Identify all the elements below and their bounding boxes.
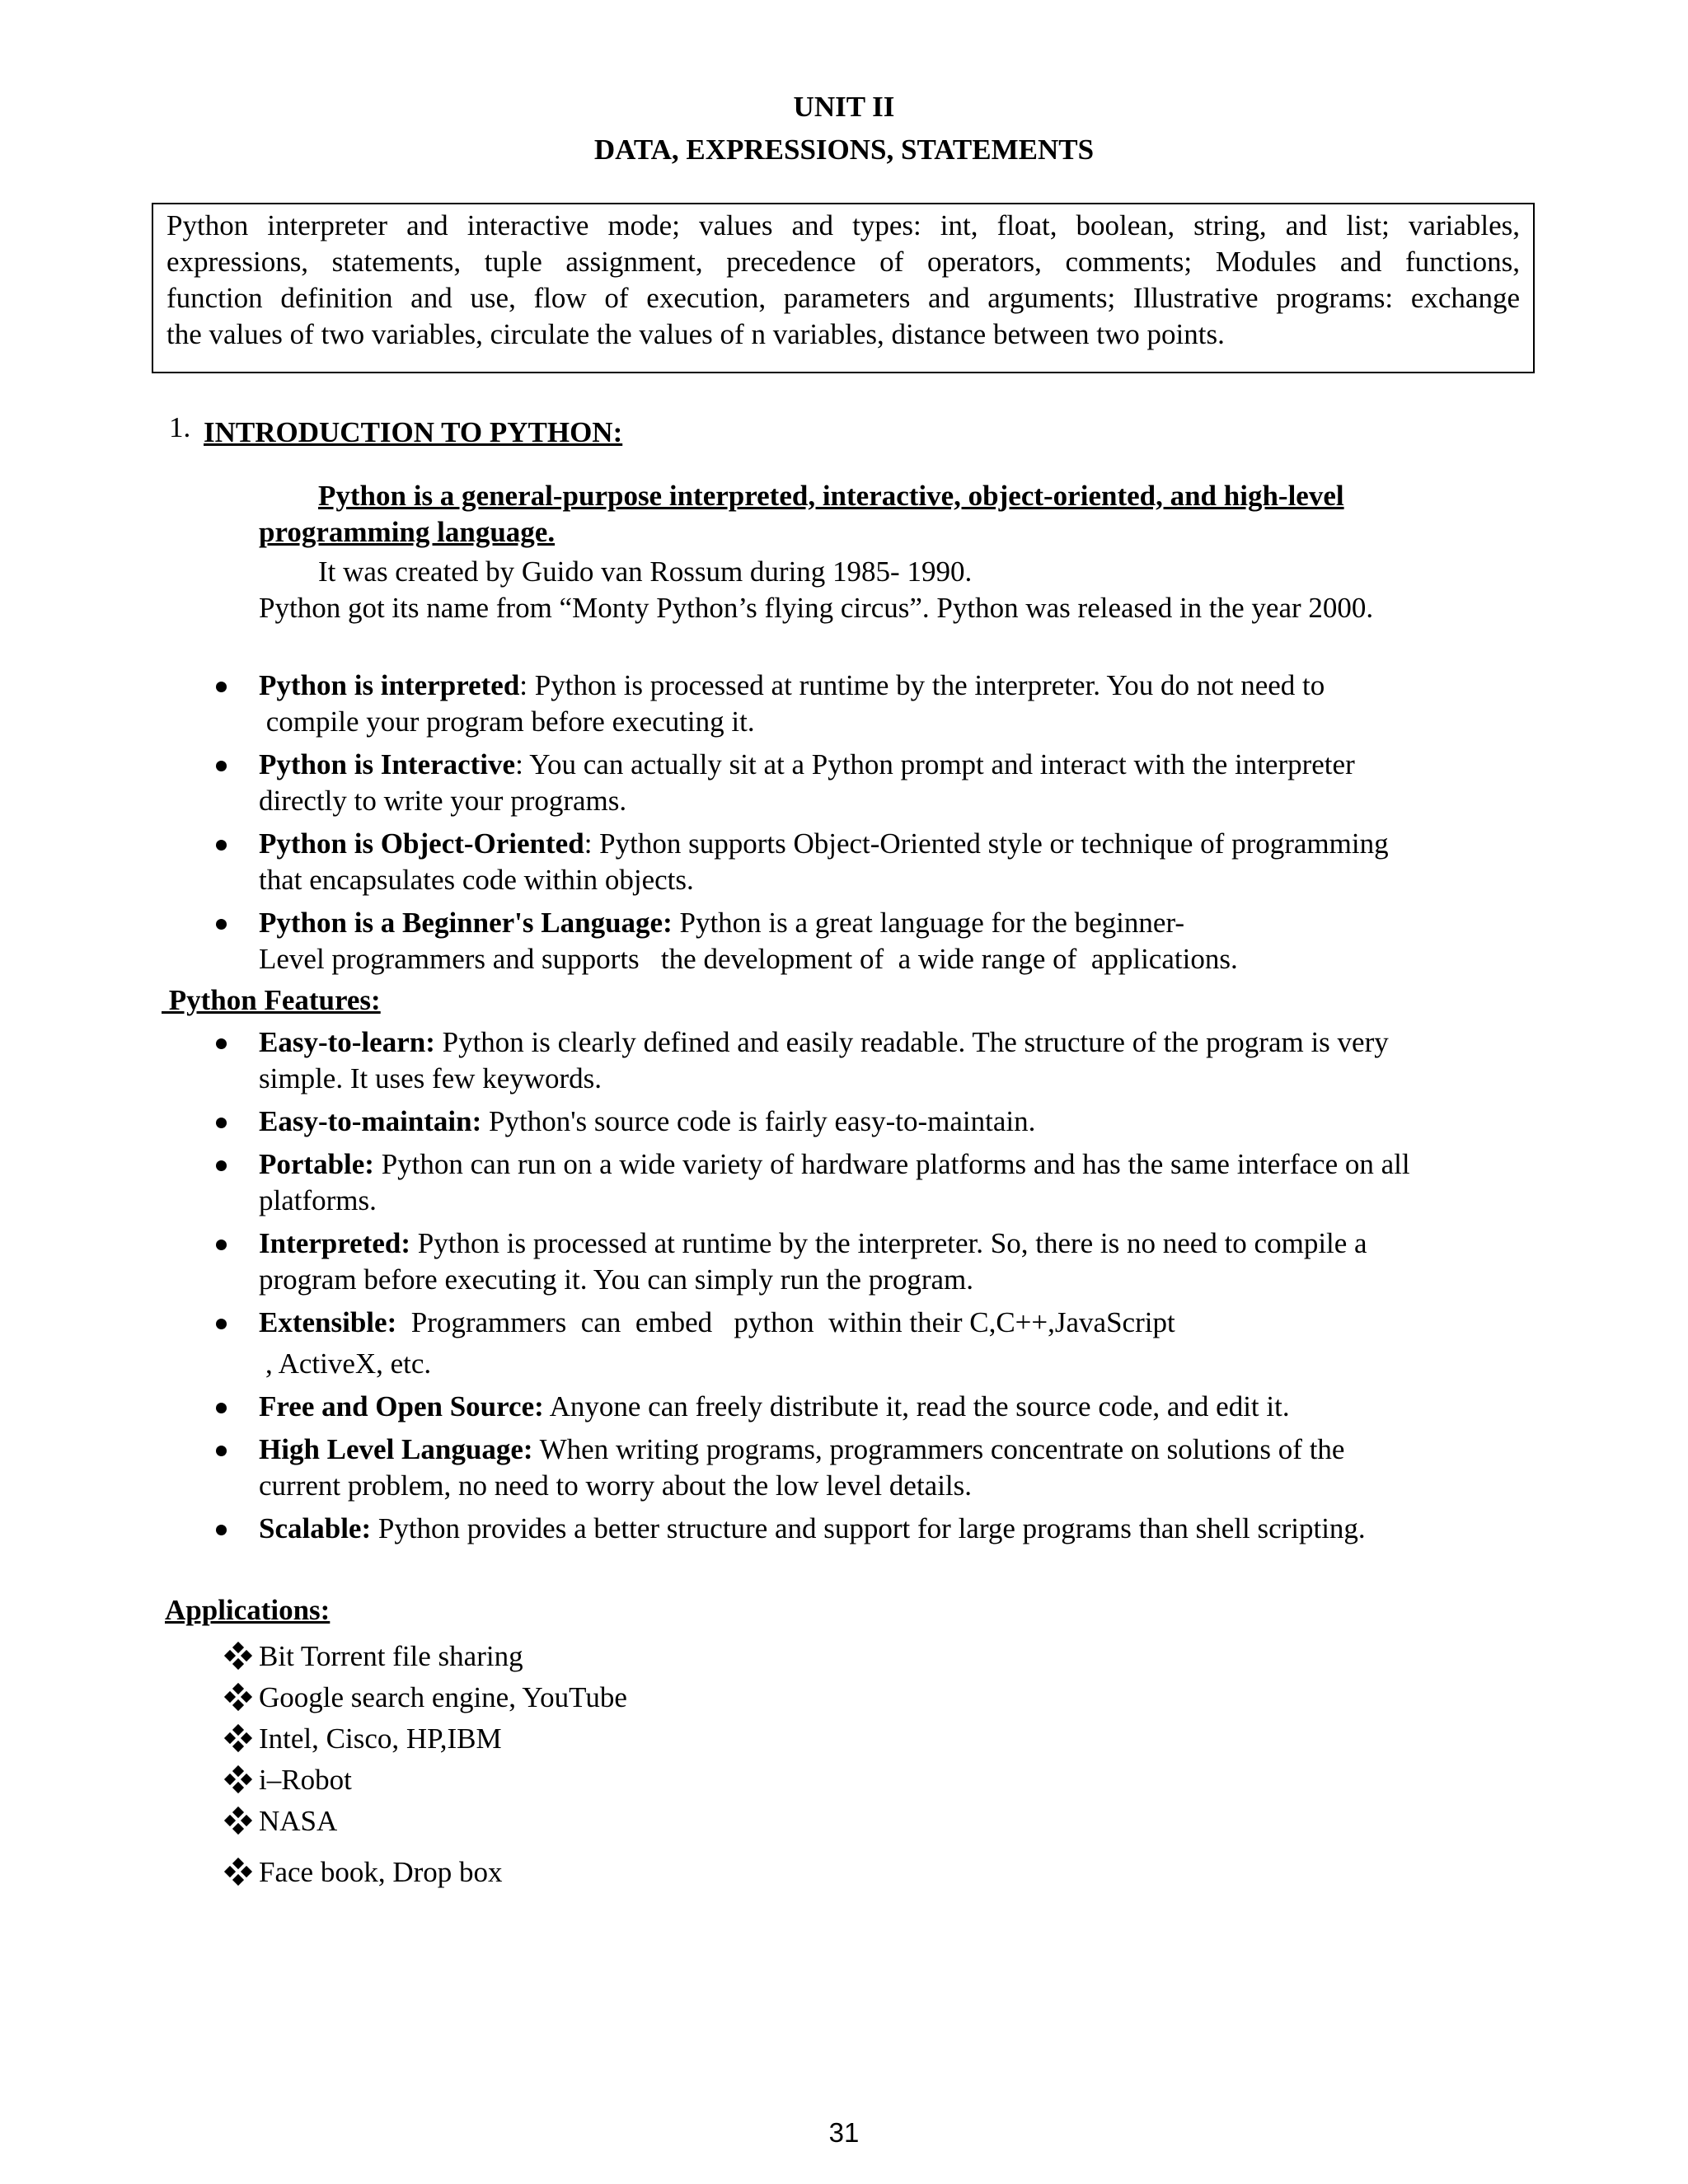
bullet-icon <box>216 682 227 692</box>
bullet-icon <box>216 840 227 851</box>
item-text: When writing programs, programmers concentrate on solutions of the <box>532 1433 1345 1465</box>
list-item <box>223 1801 627 1842</box>
list-item <box>206 826 1389 898</box>
list-item <box>206 1389 1410 1425</box>
item-term: Free and Open Source: <box>259 1390 544 1422</box>
page-number: 31 <box>828 2117 860 2148</box>
syllabus-line: expressions, statements, tuple assignment, precedence of operators, comments; Modules and functions, <box>166 246 1520 278</box>
application-name: Intel, Cisco, HP,IBM <box>259 1722 502 1755</box>
list-item <box>206 1146 1410 1219</box>
item-term: Interpreted: <box>259 1227 411 1259</box>
list-item <box>206 1432 1410 1504</box>
item-term: High Level Language: <box>259 1433 533 1465</box>
unit-title: UNIT II <box>793 91 895 123</box>
item-term: Python is interpreted <box>259 669 520 701</box>
list-item <box>206 668 1389 740</box>
item-text: program before executing it. You can simply run the program. <box>259 1263 974 1296</box>
bullet-icon <box>216 1525 227 1535</box>
bullet-icon <box>216 1319 227 1329</box>
item-term: Easy-to-learn: <box>259 1026 435 1058</box>
list-item <box>223 1677 627 1718</box>
bullet-icon <box>216 1403 227 1413</box>
list-item <box>206 1305 1410 1382</box>
bullet-icon <box>216 761 227 771</box>
unit-subtitle: DATA, EXPRESSIONS, STATEMENTS <box>593 134 1095 166</box>
item-text: Python's source code is fairly easy-to-maintain. <box>481 1105 1036 1137</box>
application-name: NASA <box>259 1805 338 1837</box>
item-term: Portable: <box>259 1148 374 1180</box>
characteristics-list <box>206 668 1389 977</box>
syllabus-line: the values of two variables, circulate the values of n variables, distance between two points. <box>166 318 1225 350</box>
item-text: : You can actually sit at a Python prompt and interact with the interpreter <box>515 748 1355 780</box>
item-text: Anyone can freely distribute it, read the source code, and edit it. <box>543 1390 1290 1422</box>
item-text: platforms. <box>259 1184 377 1216</box>
item-text: Python is a great language for the beginner- <box>672 907 1185 939</box>
python-definition <box>259 478 1528 551</box>
item-text: Programmers can embed python within their C,C++,JavaScript <box>396 1306 1175 1338</box>
item-text: directly to write your programs. <box>259 785 627 817</box>
item-text: Level programmers and supports the development of a wide range of applications. <box>259 943 1238 975</box>
bullet-icon <box>216 1118 227 1128</box>
bullet-icon <box>216 1240 227 1250</box>
applications-heading: Applications: <box>165 1594 331 1626</box>
item-term: Extensible: <box>259 1306 397 1338</box>
list-item <box>223 1852 627 1893</box>
diamond-bullet-icon <box>223 1642 256 1671</box>
item-text: Python is processed at runtime by the interpreter. So, there is no need to compile a <box>410 1227 1367 1259</box>
diamond-bullet-icon <box>223 1807 256 1836</box>
list-item <box>206 905 1389 977</box>
diamond-bullet-icon <box>223 1765 256 1795</box>
item-term: Scalable: <box>259 1512 372 1544</box>
item-text: , ActiveX, etc. <box>265 1347 432 1380</box>
application-name: i–Robot <box>259 1764 352 1796</box>
syllabus-line: function definition and use, flow of execution, parameters and arguments; Illustrative programs: exchange <box>166 282 1520 314</box>
diamond-bullet-icon <box>223 1683 256 1713</box>
application-name: Bit Torrent file sharing <box>259 1640 523 1672</box>
bullet-icon <box>216 1160 227 1171</box>
list-item <box>206 1104 1410 1140</box>
list-item <box>223 1718 627 1760</box>
section-number: 1. <box>169 411 191 443</box>
application-name: Face book, Drop box <box>259 1856 503 1888</box>
item-term: Easy-to-maintain: <box>259 1105 482 1137</box>
features-list <box>206 1024 1410 1547</box>
item-text: Python can run on a wide variety of hardware platforms and has the same interface on all <box>373 1148 1410 1180</box>
applications-list <box>223 1636 627 1893</box>
list-item <box>223 1636 627 1677</box>
bullet-icon <box>216 1446 227 1456</box>
list-item <box>206 1226 1410 1298</box>
definition-line: Python is a general-purpose interpreted, interactive, object-oriented, and high-level <box>318 480 1344 512</box>
item-text: current problem, no need to worry about the low level details. <box>259 1469 973 1502</box>
item-text: compile your program before executing it. <box>259 705 755 738</box>
item-term: Python is Interactive <box>259 748 516 780</box>
item-text: : Python supports Object-Oriented style or technique of programming <box>584 827 1389 860</box>
item-term: Python is Object-Oriented <box>259 827 584 860</box>
features-heading: Python Features: <box>162 984 381 1016</box>
syllabus-line: Python interpreter and interactive mode; values and types: int, float, boolean, string, and list; variables, <box>166 209 1520 241</box>
item-term: Python is a Beginner's Language: <box>259 907 673 939</box>
creation-paragraph: It was created by Guido van Rossum during 1985- 1990. <box>318 555 973 588</box>
item-text: simple. It uses few keywords. <box>259 1062 603 1094</box>
syllabus-box <box>152 203 1535 373</box>
list-item <box>206 747 1389 819</box>
application-name: Google search engine, YouTube <box>259 1681 627 1713</box>
item-text: Python is clearly defined and easily readable. The structure of the program is very <box>434 1026 1389 1058</box>
item-text: : Python is processed at runtime by the interpreter. You do not need to <box>519 669 1325 701</box>
list-item <box>206 1511 1410 1547</box>
definition-line: programming language. <box>259 516 556 548</box>
bullet-icon <box>216 919 227 930</box>
diamond-bullet-icon <box>223 1858 256 1887</box>
bullet-icon <box>216 1038 227 1049</box>
section-title: INTRODUCTION TO PYTHON: <box>204 416 623 448</box>
list-item <box>223 1760 627 1801</box>
item-text: Python provides a better structure and support for large programs than shell scripting. <box>371 1512 1366 1544</box>
name-origin-paragraph: Python got its name from “Monty Python’s flying circus”. Python was released in the year 2000. <box>259 592 1374 624</box>
item-text: that encapsulates code within objects. <box>259 864 694 896</box>
list-item <box>206 1024 1410 1097</box>
diamond-bullet-icon <box>223 1724 256 1754</box>
